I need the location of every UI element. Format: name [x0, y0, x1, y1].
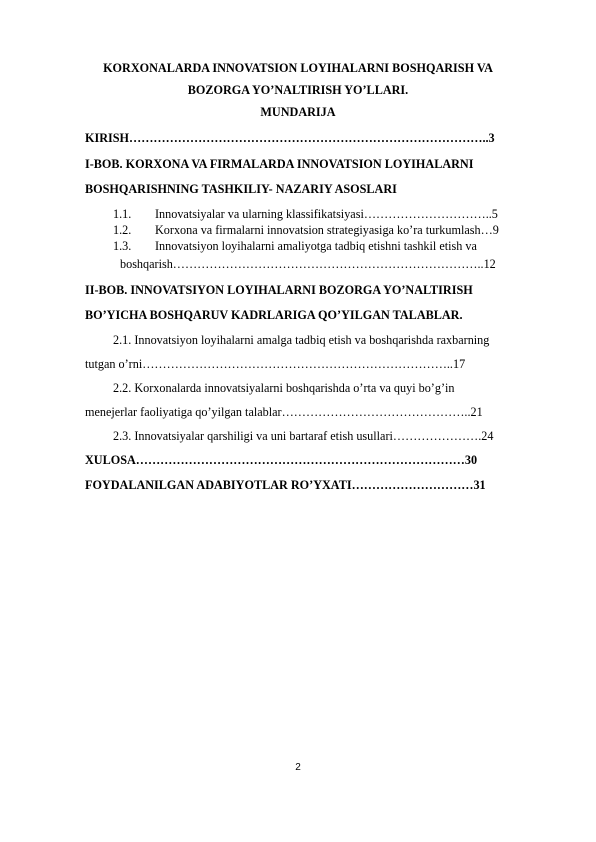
- toc-section-2-2-line2: menejerlar faoliyatiga qo’yilgan talablar………………………………………..21: [85, 405, 483, 419]
- toc-section-2-2-line1: 2.2. Korxonalarda innovatsiyalarni boshqarishda o’rta va quyi bo’g’in: [113, 381, 455, 395]
- toc-section-1-3-continuation: boshqarish…………………………………………………………………..12: [120, 257, 496, 271]
- toc-chapter2-line1: II-BOB. INNOVATSIYON LOYIHALARNI BOZORGA YO’NALTIRISH: [85, 283, 473, 297]
- toc-references: FOYDALANILGAN ADABIYOTLAR RO’YXATI…………………………31: [85, 478, 486, 492]
- toc-section-1-2-number: 1.2.: [113, 223, 132, 237]
- toc-intro: KIRISH……………………………………………………………………………..3: [85, 131, 495, 145]
- title-line-1: KORXONALARDA INNOVATSION LOYIHALARNI BOSHQARISH VA: [103, 61, 493, 75]
- toc-section-1-2: Korxona va firmalarni innovatsion strategiyasiga ko’ra turkumlash…9: [155, 223, 499, 237]
- toc-section-1-3: Innovatsiyon loyihalarni amaliyotga tadbiq etishni tashkil etish va: [155, 239, 477, 253]
- toc-chapter1-line2: BOSHQARISHNING TASHKILIY- NAZARIY ASOSLARI: [85, 182, 397, 196]
- toc-section-2-1-line2: tutgan o’rni…………………………………………………………………..17: [85, 357, 466, 371]
- page-number: 2: [295, 762, 301, 773]
- toc-section-1-3-number: 1.3.: [113, 239, 132, 253]
- toc-section-1-1-number: 1.1.: [113, 207, 132, 221]
- toc-section-1-1: Innovatsiyalar va ularning klassifikatsiyasi…………………………..5: [155, 207, 498, 221]
- contents-heading: MUNDARIJA: [260, 105, 336, 119]
- toc-conclusion: XULOSA………………………………………………………………………30: [85, 453, 478, 467]
- toc-section-2-1-line1: 2.1. Innovatsiyon loyihalarni amalga tadbiq etish va boshqarishda raxbarning: [113, 333, 490, 347]
- title-line-2: BOZORGA YO’NALTIRISH YO’LLARI.: [187, 83, 409, 97]
- toc-chapter2-line2: BO’YICHA BOSHQARUV KADRLARIGA QO’YILGAN TALABLAR.: [85, 308, 463, 322]
- toc-section-2-3: 2.3. Innovatsiyalar qarshiligi va uni bartaraf etish usullari………………….24: [113, 429, 494, 443]
- toc-chapter1-line1: I-BOB. KORXONA VA FIRMALARDA INNOVATSION LOYIHALARNI: [85, 157, 474, 171]
